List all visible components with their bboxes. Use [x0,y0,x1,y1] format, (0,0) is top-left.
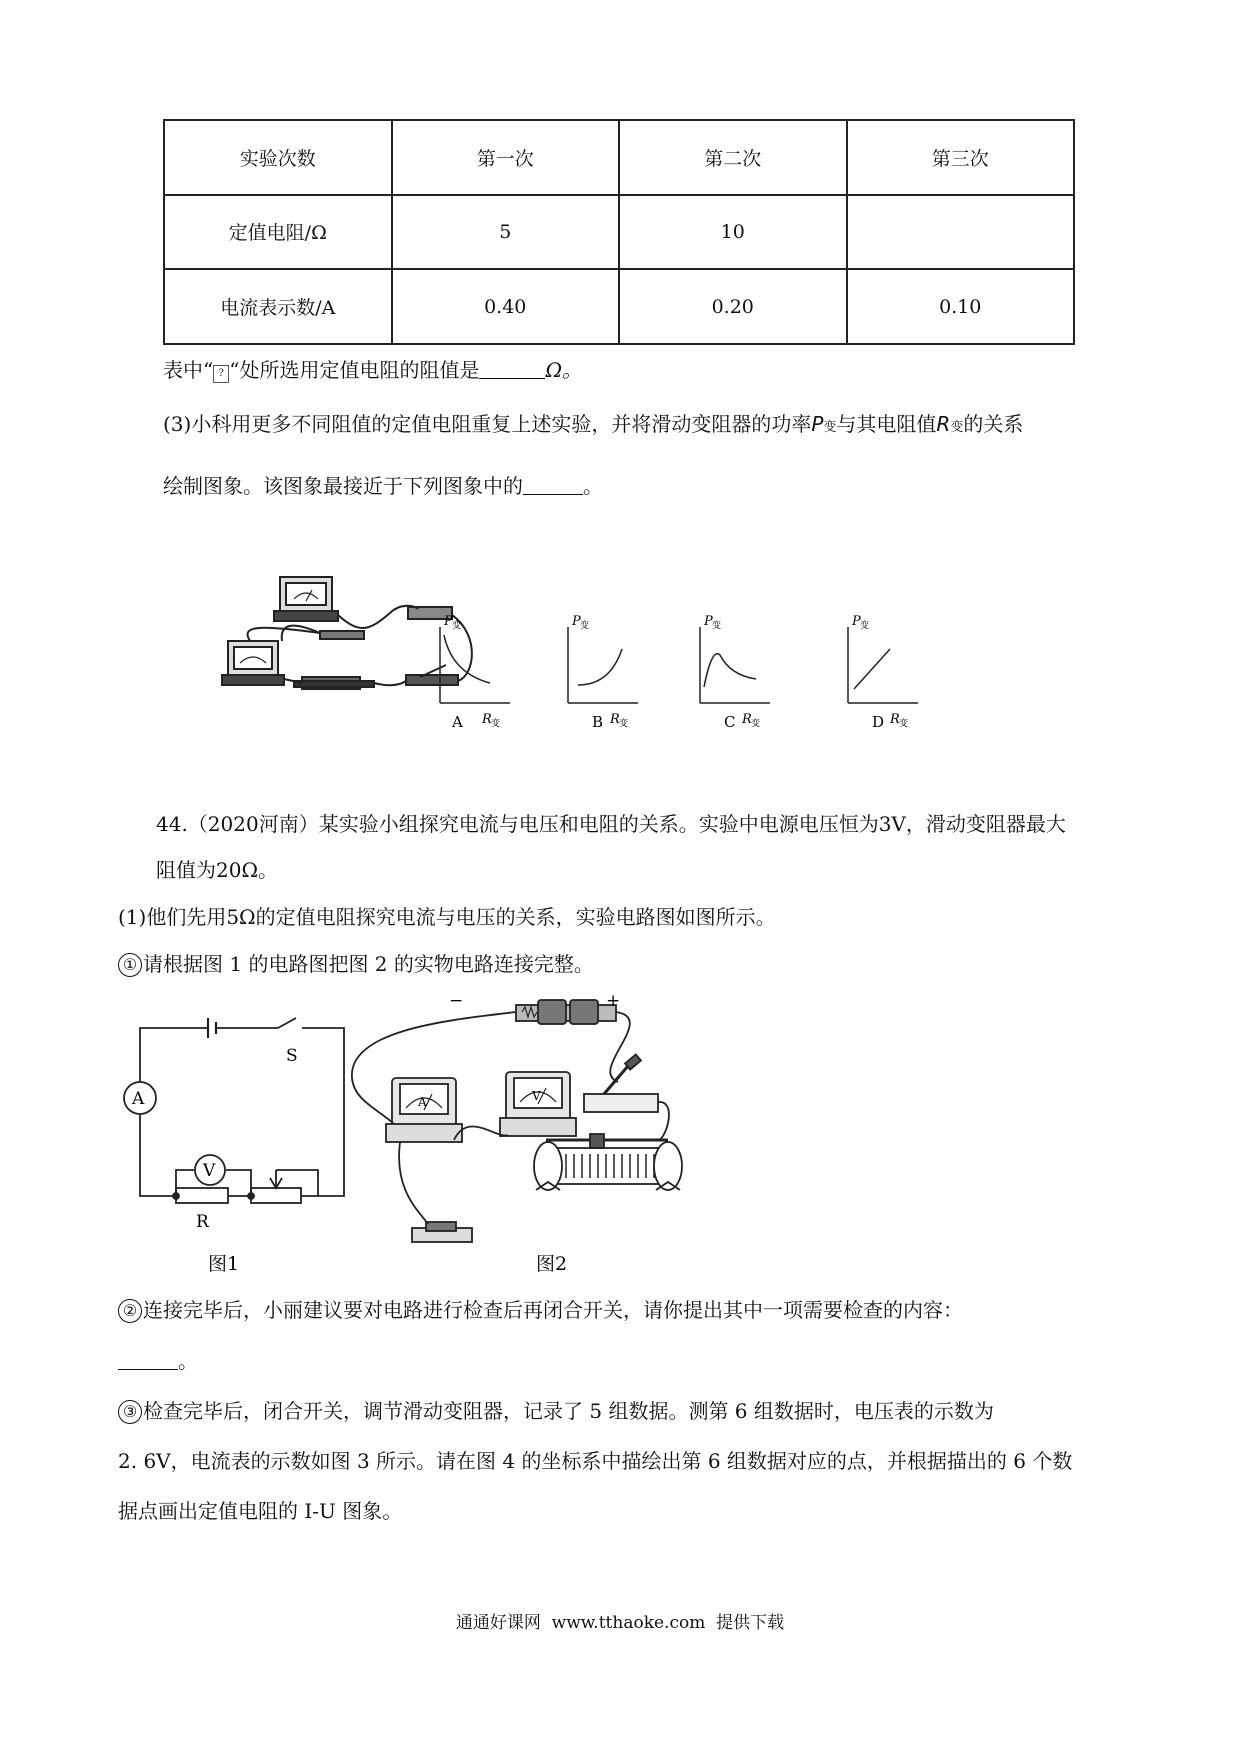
graph-b-label: B [592,713,604,730]
table-header-cell: 第一次 [392,120,620,195]
q43-text: 与其电阻值 [836,412,937,436]
graph-c-y-label: P [704,614,713,629]
answer-blank[interactable] [118,1351,178,1370]
q44-line8: 2. 6V，电流表的示数如图 3 所示。请在图 4 的坐标系中描绘出第 6 组数据对应的点，并根据描出的 6 个数 [118,1449,1073,1473]
q44-line9: 据点画出定值电阻的 I-U 图象。 [118,1499,403,1523]
graph-d-label: D [872,713,885,730]
table-cell: 5 [392,195,620,270]
q43-text: 绘制图象。该图象最接近于下列图象中的 [163,474,523,498]
table-cell: 10 [619,195,847,270]
var-p: P [811,412,824,436]
note-text: 表中“ [163,358,214,382]
figure-1-circuit [124,1018,344,1203]
note-unit: Ω。 [545,358,583,382]
graph-b-y-sub: 变 [580,621,590,631]
q44-line7 [118,1398,994,1424]
q43-text: 的关系 [963,412,1024,436]
graph-d [848,614,918,730]
q44-text: 请根据图 1 的电路图把图 2 的实物电路连接完整。 [143,952,594,976]
ammeter-device-label: A [418,1095,427,1109]
circuit-and-graphs-figure [220,575,1020,730]
table-note [163,357,582,383]
q44-line5 [118,1297,963,1323]
graph-a-x-sub: 变 [491,719,501,729]
battery-minus-sign: − [449,991,464,1011]
table-header-cell: 第二次 [619,120,847,195]
graph-d-x-label: R [890,712,900,727]
graph-a-y-label: P [444,614,453,629]
graph-c-curve [704,654,756,687]
graph-b-x-label: R [610,712,620,727]
graph-c-label: C [724,713,736,730]
graph-b [568,614,638,730]
graph-c-x-sub: 变 [751,719,761,729]
graph-a-x-label: R [482,712,492,727]
graph-d-y-sub: 变 [860,621,870,631]
graph-a [440,614,510,730]
table-header-cell: 实验次数 [164,120,392,195]
resistor-label: R [196,1212,209,1232]
table-row [164,195,1074,270]
q43-text: 。 [583,474,603,498]
voltmeter-device-label: V [532,1089,541,1103]
circled-number: ② [118,1299,142,1323]
graph-c [700,614,770,730]
circled-number: ① [118,953,142,977]
graph-d-x-sub: 变 [899,719,909,729]
figure-1-and-2 [118,990,758,1280]
table-cell: 0.20 [619,269,847,344]
circuit-photo [222,577,472,689]
var-subscript: 变 [950,420,964,435]
table-row [164,269,1074,344]
table-cell: 电流表示数/A [164,269,392,344]
q44-text: 连接完毕后，小丽建议要对电路进行检查后再闭合开关，请你提出其中一项需要检查的内容： [143,1298,963,1322]
table-cell: 0.40 [392,269,620,344]
battery-plus-sign: + [606,991,621,1011]
table-cell: 0.10 [847,269,1075,344]
q44-text: 。 [178,1349,198,1373]
figure-2-caption: 图2 [536,1253,568,1275]
graph-a-label: A [452,713,463,730]
graph-c-y-sub: 变 [712,621,722,631]
graph-b-x-sub: 变 [619,719,629,729]
q44-line2: 阻值为20Ω。 [156,858,279,882]
answer-blank[interactable] [523,476,583,495]
graph-d-y-label: P [852,614,861,629]
q44-line6 [118,1348,198,1374]
page-footer: 通通好课网 www.tthaoke.com 提供下载 [455,1613,785,1633]
table-header-cell: 第三次 [847,120,1075,195]
q44-line4 [118,951,594,977]
switch-device [584,1094,658,1112]
graph-b-curve [578,649,622,685]
missing-glyph-mark: ? [213,365,229,383]
figure-1-caption: 图1 [208,1253,240,1275]
figure-2-physical-circuit [352,1000,682,1242]
note-text: “处所选用定值电阻的阻值是 [229,358,480,382]
var-r: R [936,412,951,436]
graph-c-x-label: R [742,712,752,727]
circled-number: ③ [118,1400,142,1424]
table-cell [847,195,1075,270]
table-cell: 定值电阻/Ω [164,195,392,270]
q44-line1: 44.（2020河南）某实验小组探究电流与电压和电阻的关系。实验中电源电压恒为3V，滑动变阻器最大 [156,812,1066,836]
graph-b-y-label: P [572,614,581,629]
switch-label: S [286,1046,298,1066]
answer-blank[interactable] [479,360,545,379]
q43-text: (3)小科用更多不同阻值的定值电阻重复上述实验，并将滑动变阻器的功率 [163,412,812,436]
var-subscript: 变 [823,420,837,435]
question-part-3-line2 [163,473,603,499]
q44-text: 检查完毕后，闭合开关，调节滑动变阻器，记录了 5 组数据。测第 6 组数据时，电压表的示数为 [143,1399,994,1423]
voltmeter-symbol-label: V [203,1161,216,1181]
question-part-3 [163,411,1023,441]
data-table [163,119,1075,345]
ammeter-symbol-label: A [132,1089,145,1109]
table-header-row [164,120,1074,195]
q44-line3: (1)他们先用5Ω的定值电阻探究电流与电压的关系，实验电路图如图所示。 [118,905,776,929]
graph-d-line [854,649,890,689]
graph-a-y-sub: 变 [452,621,462,631]
